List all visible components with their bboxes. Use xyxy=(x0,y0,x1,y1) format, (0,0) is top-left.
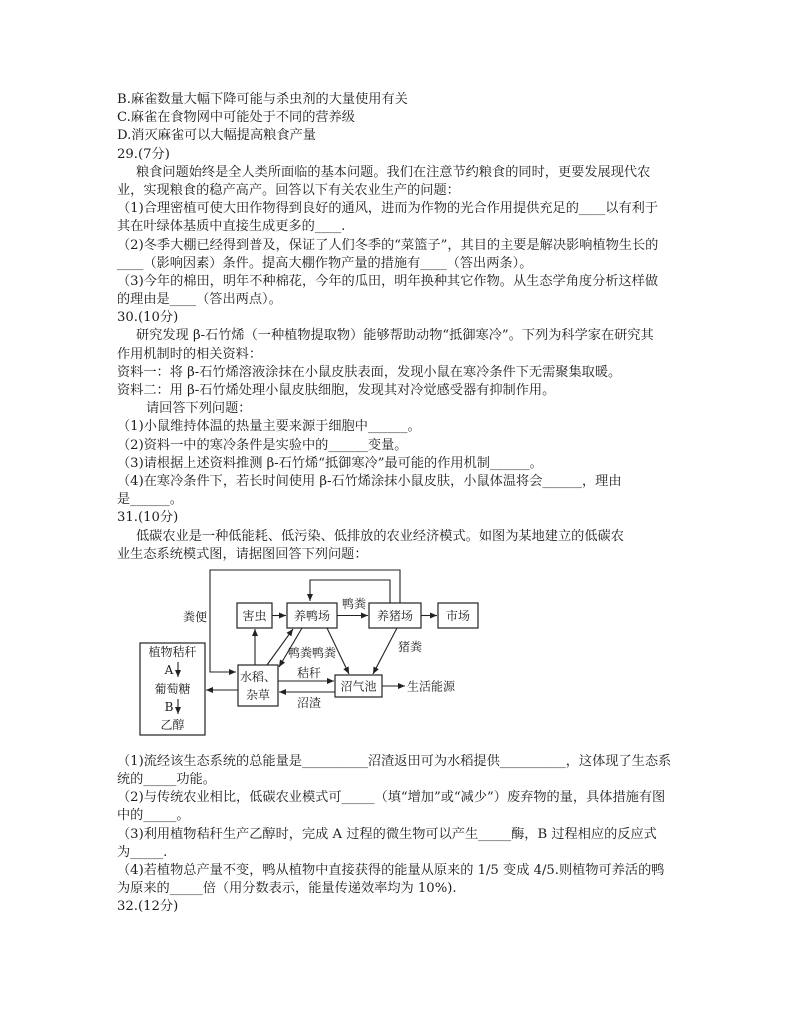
ethanol-label: 乙醇 xyxy=(160,717,185,732)
duck-dung-left-label: 鸭粪 xyxy=(287,645,313,660)
ecosystem-diagram xyxy=(117,564,697,753)
q31-question-line: （1)流经该生态系统的总能量是__________沼渣返田可为水稻提供__________，这体现了生态系 xyxy=(117,753,672,769)
q31-question-line: 中的_____。 xyxy=(117,808,190,824)
glucose-label: 葡萄糖 xyxy=(154,681,191,696)
q31-question-line: （3)利用植物秸秆生产乙醇时，完成 A 过程的微生物可以产生_____酶，B 过程相应的反应式 xyxy=(117,826,657,842)
q30-question-line: （3)请根据上述资料推测 β-石竹烯“抵御寒冷”最可能的作用机制______。 xyxy=(117,455,543,471)
q30-prompt: 请回答下列问题： xyxy=(146,401,252,417)
q29-question-line: （3)今年的棉田，明年不种棉花，今年的瓜田，明年换种其它作物。从生态学角度分析这样做 xyxy=(117,273,659,289)
q29-question-line: （2)冬季大棚已经得到普及，保证了人们冬季的“菜篮子”，其目的主要是解决影响植物生长的 xyxy=(117,237,659,253)
pest-label: 害虫 xyxy=(242,608,267,623)
q29-intro-line: 粮食问题始终是全人类所面临的基本问题。我们在注意节约粮食的同时，更要发展现代农 xyxy=(136,164,651,180)
q31-intro-line: 低碳农业是一种低能耗、低污染、低排放的农业经济模式。如图为某地建立的低碳农 xyxy=(136,528,624,544)
q31-question-line: 为_____. xyxy=(117,844,168,860)
pig-dung-label: 猪粪 xyxy=(397,639,423,654)
q29-intro-line: 业，实现粮食的稳产高产。回答以下有关农业生产的问题： xyxy=(117,182,460,198)
q31-header: 31.(10分) xyxy=(117,510,179,526)
duck-dung-right-label: 鸭粪 xyxy=(311,645,337,660)
q30-intro-line: 研究发现 β-石竹烯（一种植物提取物）能够帮助动物“抵御寒冷”。下列为科学家在研究其 xyxy=(136,328,654,344)
pig-farm-label: 养猪场 xyxy=(376,608,414,623)
q28-option-c: C.麻雀在食物网中可能处于不同的营养级 xyxy=(117,110,355,126)
q30-material-1: 资料一：将 β-石竹烯溶液涂抹在小鼠皮肤表面，发现小鼠在寒冷条件下无需聚集取暖。 xyxy=(117,364,622,380)
q30-question-line: （4)在寒冷条件下，若长时间使用 β-石竹烯涂抹小鼠皮肤，小鼠体温将会______，理由 xyxy=(117,473,622,489)
energy-label: 生活能源 xyxy=(407,679,456,694)
q28-option-d: D.消灭麻雀可以大幅提高粮食产量 xyxy=(117,128,316,144)
q30-header: 30.(10分) xyxy=(117,310,179,326)
q28-option-b: B.麻雀数量大幅下降可能与杀虫剂的大量使用有关 xyxy=(117,92,408,107)
q30-intro-line: 作用机制时的相关资料： xyxy=(117,346,263,362)
residue-edge-label: 沼渣 xyxy=(296,695,322,710)
rice-weeds-label-line2: 杂草 xyxy=(245,687,271,702)
q30-material-2: 资料二：用 β-石竹烯处理小鼠皮肤细胞，发现其对冷觉感受器有抑制作用。 xyxy=(117,383,556,398)
q32-header: 32.(12分) xyxy=(117,899,179,915)
step-a-label: A xyxy=(164,662,174,677)
q31-question-line: （2)与传统农业相比，低碳农业模式可_____（填“增加”或“减少”）废弃物的量，具体措施有图 xyxy=(117,790,666,806)
rice-weeds-label-line1: 水稻、 xyxy=(239,669,277,684)
q29-question-line: （1)合理密植可使大田作物得到良好的通风，进而为作物的光合作用提供充足的____以有利于 xyxy=(117,201,659,217)
q29-question-line: ____（影响因素）条件。提高大棚作物产量的措施有____（答出两条）。 xyxy=(117,255,533,271)
q30-question-line: （2)资料一中的寒冷条件是实验中的______变量。 xyxy=(117,437,408,453)
duck-farm-label: 养鸭场 xyxy=(293,608,331,623)
duck-dung-top-label: 鸭粪 xyxy=(341,596,367,611)
q31-question-line: 统的_____功能。 xyxy=(117,772,216,788)
straw-edge-label: 秸秆 xyxy=(296,665,322,680)
q29-question-line: 其在叶绿体基质中直接生成更多的____. xyxy=(117,219,346,235)
ecosystem-diagram-svg xyxy=(117,564,697,753)
step-b-label: B xyxy=(164,699,174,714)
q29-header: 29.(7分) xyxy=(117,146,170,162)
exam-page xyxy=(117,91,697,917)
q31-intro-line: 业生态系统模式图，请据图回答下列问题： xyxy=(117,546,368,562)
q29-question-line: 的理由是____（答出两点）。 xyxy=(117,292,282,308)
market-label: 市场 xyxy=(445,608,471,623)
q30-question-line: 是______。 xyxy=(117,492,183,508)
q30-question-line: （1)小鼠维持体温的热量主要来源于细胞中______。 xyxy=(117,419,421,435)
q31-question-line: （4)若植物总产量不变，鸭从植物中直接获得的能量从原来的 1/5 变成 4/5.则植物可养活的鸭 xyxy=(117,863,665,878)
biogas-label: 沼气池 xyxy=(340,679,377,694)
q31-question-line: 为原来的_____倍（用分数表示，能量传递效率均为 10%). xyxy=(117,881,457,897)
straw-label: 植物秸秆 xyxy=(148,644,197,659)
feces-label: 粪便 xyxy=(182,609,208,624)
pig-to-biogas-arrow xyxy=(373,628,397,674)
